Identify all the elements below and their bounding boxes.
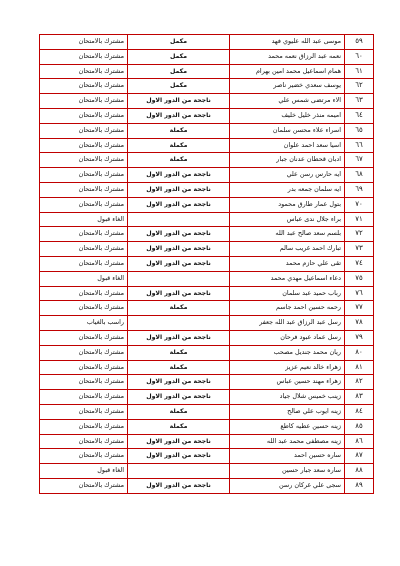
participation-note: مشترك بالامتحان: [40, 168, 128, 183]
student-name: يوسف سعدي خضير ناصر: [230, 79, 345, 94]
participation-note: مشترك بالامتحان: [40, 227, 128, 242]
table-row: [40, 227, 374, 242]
student-name: الاء مرتضى شمس علي: [230, 94, 345, 109]
row-number: ٧٩: [345, 330, 374, 345]
student-name: ايه حارس رسن علي: [230, 168, 345, 183]
result-status: ناجحة من الدور الاول: [128, 449, 230, 464]
participation-note: مشترك بالامتحان: [40, 35, 128, 50]
participation-note: مشترك بالامتحان: [40, 330, 128, 345]
table-row: [40, 404, 374, 419]
result-status: مكمل: [128, 64, 230, 79]
table-row: [40, 138, 374, 153]
results-table: [39, 34, 374, 494]
student-name: زينب خميس شلال جياد: [230, 390, 345, 405]
row-number: ٨٩: [345, 478, 374, 493]
row-number: ٨٨: [345, 464, 374, 479]
row-number: ٨١: [345, 360, 374, 375]
row-number: ٦٨: [345, 168, 374, 183]
result-status: ناجحة من الدور الاول: [128, 108, 230, 123]
row-number: ٨٦: [345, 434, 374, 449]
participation-note: مشترك بالامتحان: [40, 123, 128, 138]
row-number: ٦٢: [345, 79, 374, 94]
table-row: [40, 256, 374, 271]
student-name: اسراء علاء محسن سلمان: [230, 123, 345, 138]
student-name: رسل عبد الرزاق عبد الله جعفر: [230, 316, 345, 331]
student-name: رباب حميد عبد سلمان: [230, 286, 345, 301]
row-number: ٨٠: [345, 345, 374, 360]
participation-note: مشترك بالامتحان: [40, 345, 128, 360]
student-name: زينه ايوب علي صالح: [230, 404, 345, 419]
table-row: [40, 49, 374, 64]
participation-note: مشترك بالامتحان: [40, 182, 128, 197]
participation-note: مشترك بالامتحان: [40, 301, 128, 316]
table-row: [40, 64, 374, 79]
participation-note: مشترك بالامتحان: [40, 360, 128, 375]
student-name: زينه حسين عطيه كاطع: [230, 419, 345, 434]
row-number: ٧٥: [345, 271, 374, 286]
result-status: مكملة: [128, 301, 230, 316]
table-row: [40, 212, 374, 227]
participation-note: مشترك بالامتحان: [40, 197, 128, 212]
result-status: مكملة: [128, 123, 230, 138]
participation-note: مشترك بالامتحان: [40, 375, 128, 390]
student-name: بتول عمار طارق محمود: [230, 197, 345, 212]
table-row: [40, 434, 374, 449]
participation-note: مشترك بالامتحان: [40, 49, 128, 64]
result-status: مكملة: [128, 419, 230, 434]
participation-note: الغاء قبول: [40, 271, 128, 286]
table-row: [40, 390, 374, 405]
student-name: رحمه حسين احمد جاسم: [230, 301, 345, 316]
table-row: [40, 168, 374, 183]
result-status: [128, 271, 230, 286]
row-number: ٨٤: [345, 404, 374, 419]
result-status: مكملة: [128, 404, 230, 419]
student-name: سجى علي غركان رسن: [230, 478, 345, 493]
participation-note: مشترك بالامتحان: [40, 256, 128, 271]
student-name: همام اسماعيل محمد امين بهرام: [230, 64, 345, 79]
row-number: ٧٧: [345, 301, 374, 316]
participation-note: مشترك بالامتحان: [40, 94, 128, 109]
row-number: ٧٠: [345, 197, 374, 212]
participation-note: مشترك بالامتحان: [40, 242, 128, 257]
row-number: ٧٢: [345, 227, 374, 242]
table-row: [40, 360, 374, 375]
participation-note: الغاء قبول: [40, 464, 128, 479]
result-status: ناجحة من الدور الاول: [128, 227, 230, 242]
row-number: ٦٣: [345, 94, 374, 109]
participation-note: مشترك بالامتحان: [40, 153, 128, 168]
table-row: [40, 301, 374, 316]
table-row: [40, 35, 374, 50]
table-row: [40, 316, 374, 331]
participation-note: مشترك بالامتحان: [40, 138, 128, 153]
participation-note: مشترك بالامتحان: [40, 404, 128, 419]
student-name: اميمه منذر خليل خليف: [230, 108, 345, 123]
student-name: ايه سلمان جمعه بدر: [230, 182, 345, 197]
row-number: ٧٨: [345, 316, 374, 331]
student-name: ساره حسين احمد: [230, 449, 345, 464]
student-name: ريان محمد جنديل مصحب: [230, 345, 345, 360]
table-row: [40, 286, 374, 301]
result-status: ناجحة من الدور الاول: [128, 434, 230, 449]
student-name: تبارك احمد غريب سالم: [230, 242, 345, 257]
row-number: ٨٧: [345, 449, 374, 464]
student-name: زينه مصطفى محمد عبد الله: [230, 434, 345, 449]
student-name: بلسم سعد صالح عبد الله: [230, 227, 345, 242]
result-status: ناجحة من الدور الاول: [128, 478, 230, 493]
result-status: ناجحة من الدور الاول: [128, 242, 230, 257]
participation-note: مشترك بالامتحان: [40, 390, 128, 405]
table-row: [40, 182, 374, 197]
table-row: [40, 123, 374, 138]
participation-note: مشترك بالامتحان: [40, 434, 128, 449]
participation-note: راسب بالغياب: [40, 316, 128, 331]
result-status: مكمل: [128, 35, 230, 50]
row-number: ٨٣: [345, 390, 374, 405]
row-number: ٧٤: [345, 256, 374, 271]
row-number: ٧٣: [345, 242, 374, 257]
result-status: مكملة: [128, 360, 230, 375]
table-row: [40, 449, 374, 464]
student-name: ادبان قحطان عدنان جبار: [230, 153, 345, 168]
result-status: ناجحة من الدور الاول: [128, 168, 230, 183]
result-status: ناجحة من الدور الاول: [128, 94, 230, 109]
table-row: [40, 94, 374, 109]
results-table-body: [40, 35, 374, 494]
student-name: براء جلال ندى عباس: [230, 212, 345, 227]
row-number: ٦٤: [345, 108, 374, 123]
row-number: ٦١: [345, 64, 374, 79]
result-status: ناجحة من الدور الاول: [128, 330, 230, 345]
student-name: نعمه عبد الرزاق نعمه محمد: [230, 49, 345, 64]
student-name: زهراء مهند حسين عباس: [230, 375, 345, 390]
student-name: اسيا سعد احمد علوان: [230, 138, 345, 153]
student-name: تقى علي حازم محمد: [230, 256, 345, 271]
result-status: ناجحة من الدور الاول: [128, 390, 230, 405]
row-number: ٦٦: [345, 138, 374, 153]
result-status: مكمل: [128, 49, 230, 64]
table-row: [40, 197, 374, 212]
table-row: [40, 478, 374, 493]
row-number: ٨٥: [345, 419, 374, 434]
table-row: [40, 464, 374, 479]
result-status: ناجحة من الدور الاول: [128, 256, 230, 271]
student-name: ساره سعد جبار حسين: [230, 464, 345, 479]
row-number: ٦٥: [345, 123, 374, 138]
row-number: ٧٦: [345, 286, 374, 301]
student-name: رسل عماد عبود فرحان: [230, 330, 345, 345]
result-status: ناجحة من الدور الاول: [128, 182, 230, 197]
table-row: [40, 153, 374, 168]
participation-note: مشترك بالامتحان: [40, 64, 128, 79]
result-status: مكملة: [128, 153, 230, 168]
participation-note: مشترك بالامتحان: [40, 108, 128, 123]
row-number: ٨٢: [345, 375, 374, 390]
table-row: [40, 345, 374, 360]
result-status: [128, 316, 230, 331]
row-number: ٧١: [345, 212, 374, 227]
row-number: ٦٠: [345, 49, 374, 64]
result-status: مكمل: [128, 79, 230, 94]
table-row: [40, 375, 374, 390]
result-status: مكملة: [128, 138, 230, 153]
table-row: [40, 242, 374, 257]
participation-note: مشترك بالامتحان: [40, 286, 128, 301]
result-status: ناجحة من الدور الاول: [128, 375, 230, 390]
table-row: [40, 330, 374, 345]
result-status: [128, 464, 230, 479]
result-status: ناجحة من الدور الاول: [128, 197, 230, 212]
result-status: [128, 212, 230, 227]
table-row: [40, 271, 374, 286]
table-row: [40, 79, 374, 94]
participation-note: مشترك بالامتحان: [40, 449, 128, 464]
row-number: ٦٧: [345, 153, 374, 168]
table-row: [40, 419, 374, 434]
student-name: زهراء خالد نعيم عزيز: [230, 360, 345, 375]
participation-note: الغاء قبول: [40, 212, 128, 227]
result-status: مكملة: [128, 345, 230, 360]
result-status: ناجحة من الدور الاول: [128, 286, 230, 301]
participation-note: مشترك بالامتحان: [40, 478, 128, 493]
student-name: موسى عبد الله عليوي فهد: [230, 35, 345, 50]
row-number: ٥٩: [345, 35, 374, 50]
row-number: ٦٩: [345, 182, 374, 197]
student-name: دعاء اسماعيل مهدي محمد: [230, 271, 345, 286]
table-row: [40, 108, 374, 123]
participation-note: مشترك بالامتحان: [40, 419, 128, 434]
participation-note: مشترك بالامتحان: [40, 79, 128, 94]
